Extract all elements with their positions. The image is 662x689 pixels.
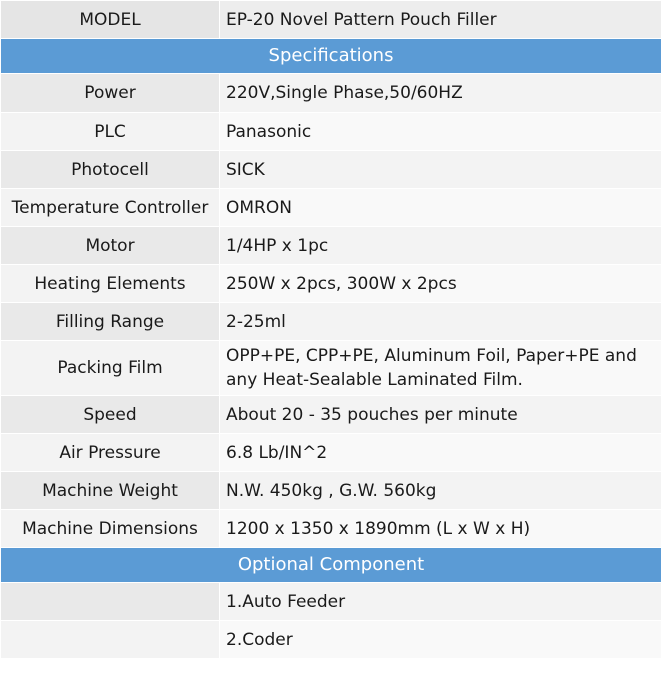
spec-row xyxy=(1,227,662,265)
spec-row xyxy=(1,341,662,396)
spec-value: Panasonic xyxy=(220,113,662,151)
spec-row xyxy=(1,74,662,113)
spec-value: 250W x 2pcs, 300W x 2pcs xyxy=(220,265,662,303)
spec-label: Motor xyxy=(1,227,220,265)
spec-label: PLC xyxy=(1,113,220,151)
spec-row xyxy=(1,434,662,472)
spec-value: 220V,Single Phase,50/60HZ xyxy=(220,74,662,113)
model-value: EP-20 Novel Pattern Pouch Filler xyxy=(220,1,662,39)
optional-row xyxy=(1,583,662,621)
spec-value: OPP+PE, CPP+PE, Aluminum Foil, Paper+PE and any Heat-Sealable Laminated Film. xyxy=(220,341,662,396)
spec-row xyxy=(1,189,662,227)
model-label: MODEL xyxy=(1,1,220,39)
section-title: Optional Component xyxy=(1,548,662,583)
spec-label: Speed xyxy=(1,396,220,434)
spec-value: 1/4HP x 1pc xyxy=(220,227,662,265)
spec-label: Photocell xyxy=(1,151,220,189)
spec-label: Air Pressure xyxy=(1,434,220,472)
spec-label: Machine Weight xyxy=(1,472,220,510)
spec-label: Heating Elements xyxy=(1,265,220,303)
spec-value: OMRON xyxy=(220,189,662,227)
spec-value: SICK xyxy=(220,151,662,189)
spec-value: 6.8 Lb/IN^2 xyxy=(220,434,662,472)
spec-value: 2-25ml xyxy=(220,303,662,341)
spec-row xyxy=(1,396,662,434)
spec-row xyxy=(1,113,662,151)
optional-value: 2.Coder xyxy=(220,621,662,659)
section-header-optional xyxy=(1,548,662,583)
spec-row xyxy=(1,151,662,189)
spec-value: About 20 - 35 pouches per minute xyxy=(220,396,662,434)
spec-label: Power xyxy=(1,74,220,113)
optional-label xyxy=(1,621,220,659)
optional-label xyxy=(1,583,220,621)
spec-label: Packing Film xyxy=(1,341,220,396)
section-title: Specifications xyxy=(1,39,662,74)
spec-value: 1200 x 1350 x 1890mm (L x W x H) xyxy=(220,510,662,548)
spec-row xyxy=(1,303,662,341)
spec-row xyxy=(1,472,662,510)
spec-value: N.W. 450kg , G.W. 560kg xyxy=(220,472,662,510)
optional-row xyxy=(1,621,662,659)
spec-label: Machine Dimensions xyxy=(1,510,220,548)
section-header-specifications xyxy=(1,39,662,74)
optional-value: 1.Auto Feeder xyxy=(220,583,662,621)
spec-label: Filling Range xyxy=(1,303,220,341)
spec-row xyxy=(1,265,662,303)
spec-label: Temperature Controller xyxy=(1,189,220,227)
spec-row xyxy=(1,510,662,548)
model-row xyxy=(1,1,662,39)
